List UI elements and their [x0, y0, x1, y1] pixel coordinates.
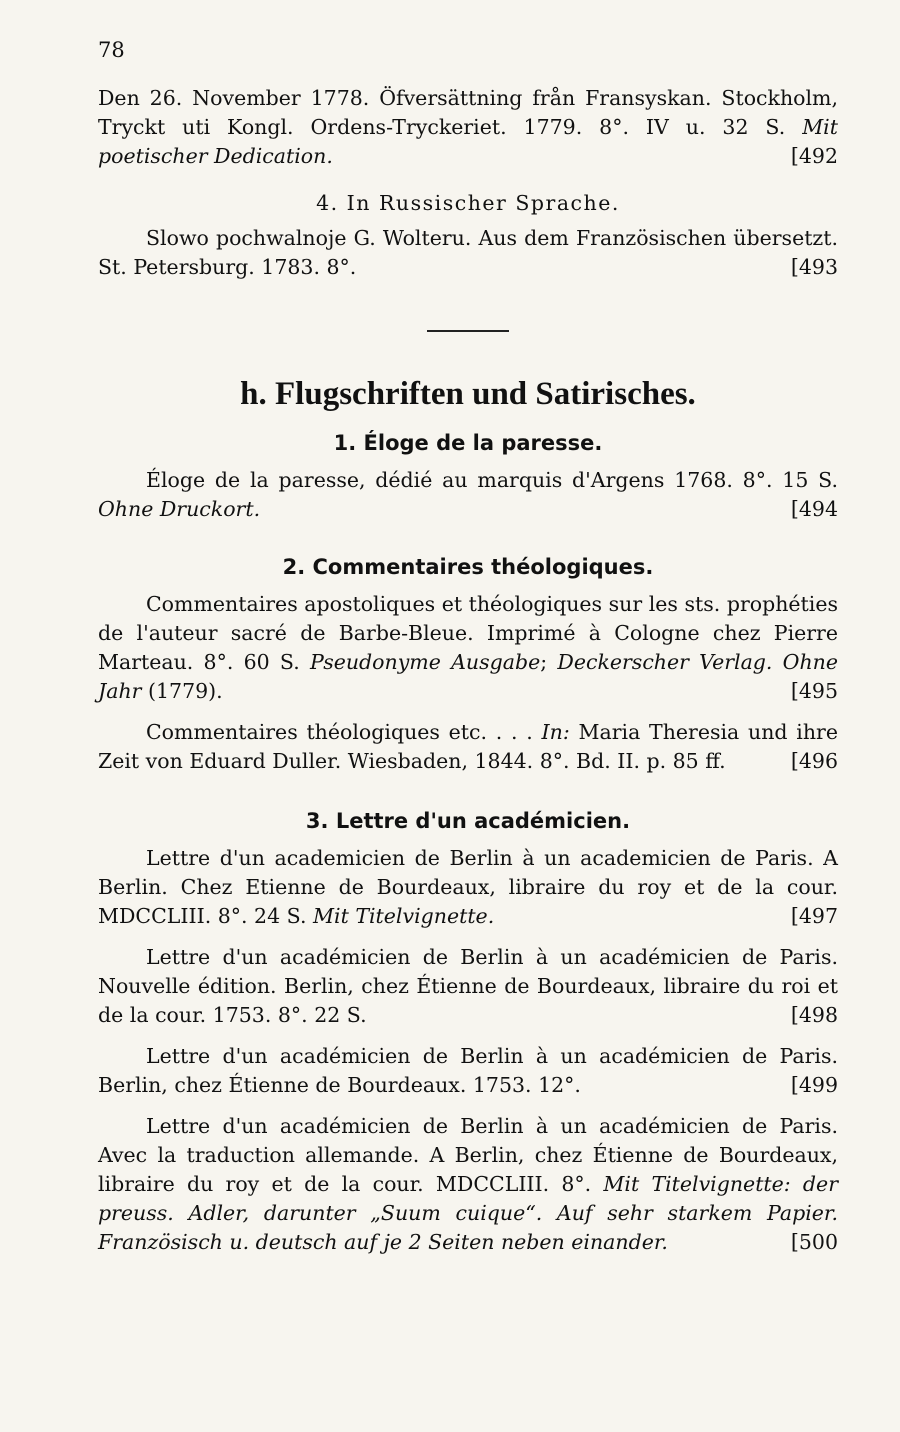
- entry-498: [98, 943, 838, 1030]
- entry-496: [98, 718, 838, 776]
- entry-494: [98, 466, 838, 524]
- entry-italic: Mit Titelvignette: der preuss. Adler, darunter „Suum cuique“. Auf sehr starkem Papier. Französisch u. deutsch auf je 2 Seiten neben einander.: [98, 1172, 838, 1254]
- entry-text: Éloge de la paresse, dédié au marquis d'Argens 1768. 8°. 15 S.: [146, 468, 838, 492]
- entry-tail: Maria Theresia und ihre Zeit von Eduard Duller. Wiesbaden, 1844. 8°. Bd. II. p. 85 ff.: [98, 720, 838, 773]
- entry-number: [493: [790, 255, 838, 279]
- entry-500: [98, 1112, 838, 1257]
- subsection-heading-1: 1. Éloge de la paresse.: [333, 431, 603, 455]
- entry-text: Commentaires apostoliques et théologiques sur les sts. prophéties de l'auteur sacré de Barbe-Bleue. Imprimé à Cologne chez Pierre Marteau. 8°. 60 S.: [98, 592, 838, 674]
- entry-italic: Deckerscher Verlag. Ohne Jahr: [98, 650, 838, 703]
- subsection-heading-2: 2. Commentaires théologiques.: [282, 555, 654, 579]
- subsection-heading-3: 3. Lettre d'un académicien.: [305, 809, 631, 833]
- entry-text: Commentaires théologiques etc. . . .: [146, 720, 533, 744]
- entry-number: [494: [790, 497, 838, 521]
- entry-italic: Ohne Druckort.: [98, 497, 261, 521]
- entry-499: [98, 1042, 838, 1100]
- entry-italic: In:: [541, 720, 570, 744]
- entry-italic: Pseudonyme Ausgabe: [309, 650, 541, 674]
- entry-number: [500: [790, 1230, 838, 1254]
- entry-italic: Mit poetischer Dedication.: [98, 115, 838, 168]
- entry-text: Den 26. November 1778. Öfversättning från Fransyskan. Stockholm, Tryckt uti Kongl. Ordens-Tryckeriet. 1779. 8°. IV u. 32 S.: [98, 86, 838, 139]
- entry-tail: (1779).: [147, 679, 223, 703]
- entry-separator: ;: [540, 650, 548, 674]
- entry-495: [98, 590, 838, 706]
- entry-number: [492: [790, 144, 838, 168]
- entry-italic: Mit Titelvignette.: [313, 904, 495, 928]
- section-divider: [427, 330, 509, 332]
- entry-number: [498: [790, 1003, 838, 1027]
- entry-number: [499: [790, 1073, 838, 1097]
- entry-text: Slowo pochwalnoje G. Wolteru. Aus dem Französischen übersetzt. St. Petersburg. 1783. 8°.: [98, 226, 838, 279]
- subheading-russian: 4. In Russischer Sprache.: [316, 191, 620, 215]
- entry-492: [98, 84, 838, 171]
- entry-text: Lettre d'un académicien de Berlin à un académicien de Paris. Nouvelle édition. Berlin, chez Étienne de Bourdeaux, libraire du roi et de la cour. 1753. 8°. 22 S.: [98, 945, 838, 1027]
- page-number: 78: [98, 38, 125, 62]
- entry-text: Lettre d'un académicien de Berlin à un académicien de Paris. Berlin, chez Étienne de Bourdeaux. 1753. 12°.: [98, 1044, 838, 1097]
- entry-number: [495: [790, 679, 838, 703]
- entry-number: [497: [790, 904, 838, 928]
- entry-493: [98, 224, 838, 282]
- entry-text: Lettre d'un academicien de Berlin à un academicien de Paris. A Berlin. Chez Etienne de Bourdeaux, libraire du roy et de la cour. MDCCLIII. 8°. 24 S.: [98, 846, 838, 928]
- entry-497: [98, 844, 838, 931]
- section-heading: h. Flugschriften und Satirisches.: [240, 376, 696, 412]
- entry-number: [496: [790, 749, 838, 773]
- entry-text: Lettre d'un académicien de Berlin à un académicien de Paris. Avec la traduction allemande. A Berlin, chez Étienne de Bourdeaux, libraire du roy et de la cour. MDCCLIII. 8°.: [98, 1114, 838, 1196]
